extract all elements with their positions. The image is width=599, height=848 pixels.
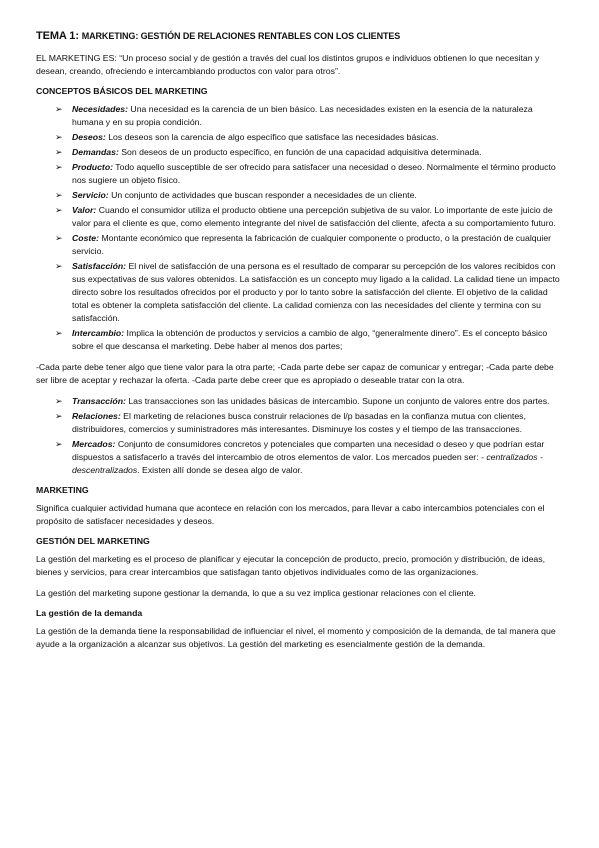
arrow-bullet-icon: ➢ [55,411,63,421]
title-tema: TEMA 1: [36,30,79,42]
list-item [55,395,564,408]
definition: Cuando el consumidor utiliza el producto obtiene una percepción subjetiva de su valor. Lo importante de este juicio de valor para el cliente es que, como elemento integrante del nivel de satisfacción del cliente, afecta a su comportamiento futuro. [72,205,556,228]
term: Transacción: [72,396,126,406]
definition: Las transacciones son las unidades básicas de intercambio. Supone un conjunto de valores entre dos partes. [125,396,550,406]
arrow-bullet-icon: ➢ [55,190,63,200]
definition: Conjunto de consumidores concretos y potenciales que comparten una necesidad o deseo y que podrían estar dispuestos a satisfacerlo a través del intercambio de otros elementos de valor. Los mercados pueden ser: [72,439,545,462]
definition: Montante económico que representa la fabricación de cualquier componente o producto, o la prestación de cualquier servicio. [72,233,552,256]
arrow-bullet-icon: ➢ [55,205,63,215]
term: Deseos: [72,132,106,142]
partes-paragraph: -Cada parte debe tener algo que tiene valor para la otra parte; -Cada parte debe ser capaz de comunicar y entregar; -Cada parte debe ser libre de aceptar y rechazar la oferta. -Cada parte debe creer que es apropiado o deseable tratar con la otra. [36,362,554,385]
definition: Una necesidad es la carencia de un bien básico. Las necesidades existen en la esencia de la naturaleza humana y en su propia condición. [72,104,533,127]
term: Coste: [72,233,100,243]
list-item [55,131,564,144]
title-text: MARKETING: GESTIÓN DE RELACIONES RENTABLES CON LOS CLIENTES [81,31,401,41]
list-item [55,260,564,325]
arrow-bullet-icon: ➢ [55,132,63,142]
arrow-bullet-icon: ➢ [55,328,63,338]
definition-italic: - centralizados - descentralizados [72,452,543,475]
document-page [36,30,564,659]
list-item [55,410,564,436]
demanda-heading: La gestión de la demanda [36,608,143,618]
term: Servicio: [72,190,109,200]
definition: Implica la obtención de productos y servicios a cambio de algo, “generalmente dinero”. Es el concepto básico sobre el que descansa el marketing. Debe haber al menos dos partes; [72,328,548,351]
marketing-heading: MARKETING [36,485,89,495]
arrow-bullet-icon: ➢ [55,162,63,172]
gestion-paragraph-2: La gestión del marketing supone gestionar la demanda, lo que a su vez implica gestionar relaciones con el cliente. [36,588,476,598]
list-item [55,103,564,129]
gestion-paragraph-1: La gestión del marketing es el proceso de planificar y ejecutar la concepción de producto, precio, promoción y distribución, de ideas, bienes y servicios, para crear intercambios que satisfagan tanto objetivos individuales como de las organizaciones. [36,554,545,577]
list-item [55,232,564,258]
marketing-paragraph: Significa cualquier actividad humana que acontece en relación con los mercados, para llevar a cabo intercambios potenciales con el propósito de satisfacer necesidades y deseos. [36,503,545,526]
document-title [36,30,564,42]
definition: Los deseos son la carencia de algo específico que satisface las necesidades básicas. [105,132,439,142]
term: Intercambio: [72,328,125,338]
gestion-heading: GESTIÓN DEL MARKETING [36,536,150,546]
term: Satisfacción: [72,261,127,271]
arrow-bullet-icon: ➢ [55,147,63,157]
definition: Un conjunto de actividades que buscan responder a necesidades de un cliente. [108,190,417,200]
term: Producto: [72,162,114,172]
conceptos-list [36,103,564,353]
arrow-bullet-icon: ➢ [55,104,63,114]
intro-paragraph: EL MARKETING ES: “Un proceso social y de gestión a través del cual los distintos grupos e individuos obtienen lo que necesitan y desean, creando, ofreciendo e intercambiando productos con valor para otros”. [36,53,540,76]
definition: Son deseos de un producto específico, en función de una capacidad adquisitiva determinada. [118,147,482,157]
list-item [55,161,564,187]
list-item [55,438,564,477]
definition: El marketing de relaciones busca construir relaciones de l/p basadas en la confianza mutua con clientes, distribuidores, comercios y suministradores más interesantes. Disminuye los costes y el tiempo de las transacciones. [72,411,526,434]
term: Mercados: [72,439,116,449]
term: Demandas: [72,147,119,157]
term: Relaciones: [72,411,121,421]
conceptos-heading: CONCEPTOS BÁSICOS DEL MARKETING [36,86,208,96]
list-item [55,204,564,230]
arrow-bullet-icon: ➢ [55,233,63,243]
list-item [55,146,564,159]
arrow-bullet-icon: ➢ [55,439,63,449]
arrow-bullet-icon: ➢ [55,261,63,271]
arrow-bullet-icon: ➢ [55,396,63,406]
list-item [55,327,564,353]
conceptos-list-2 [36,395,564,477]
definition: Todo aquello susceptible de ser ofrecido para satisfacer una necesidad o deseo. Normalmente el término producto nos sugiere un objeto físico. [72,162,556,185]
demanda-paragraph: La gestión de la demanda tiene la responsabilidad de influenciar el nivel, el momento y composición de la demanda, de tal manera que ayude a la organización a alcanzar sus objetivos. La gestión del marketing es esencialmente gestión de la demanda. [36,626,556,649]
list-item [55,189,564,202]
term: Valor: [72,205,97,215]
definition-tail: . Existen allí donde se desea algo de valor. [137,465,303,475]
definition: El nivel de satisfacción de una persona es el resultado de comparar su percepción de los valores recibidos con sus expectativas de sus valores obtenidos. La satisfacción es un concepto muy ligado a la calidad. La calidad tiene un impacto directo sobre los resultados ofrecidos por el producto y por lo tanto sobre la satisfacción del cliente. El objetivo de la calidad total es obtener la completa satisfacción del cliente. La calidad comienza con las necesidades del cliente y termina con su satisfacción. [72,261,560,323]
term: Necesidades: [72,104,129,114]
